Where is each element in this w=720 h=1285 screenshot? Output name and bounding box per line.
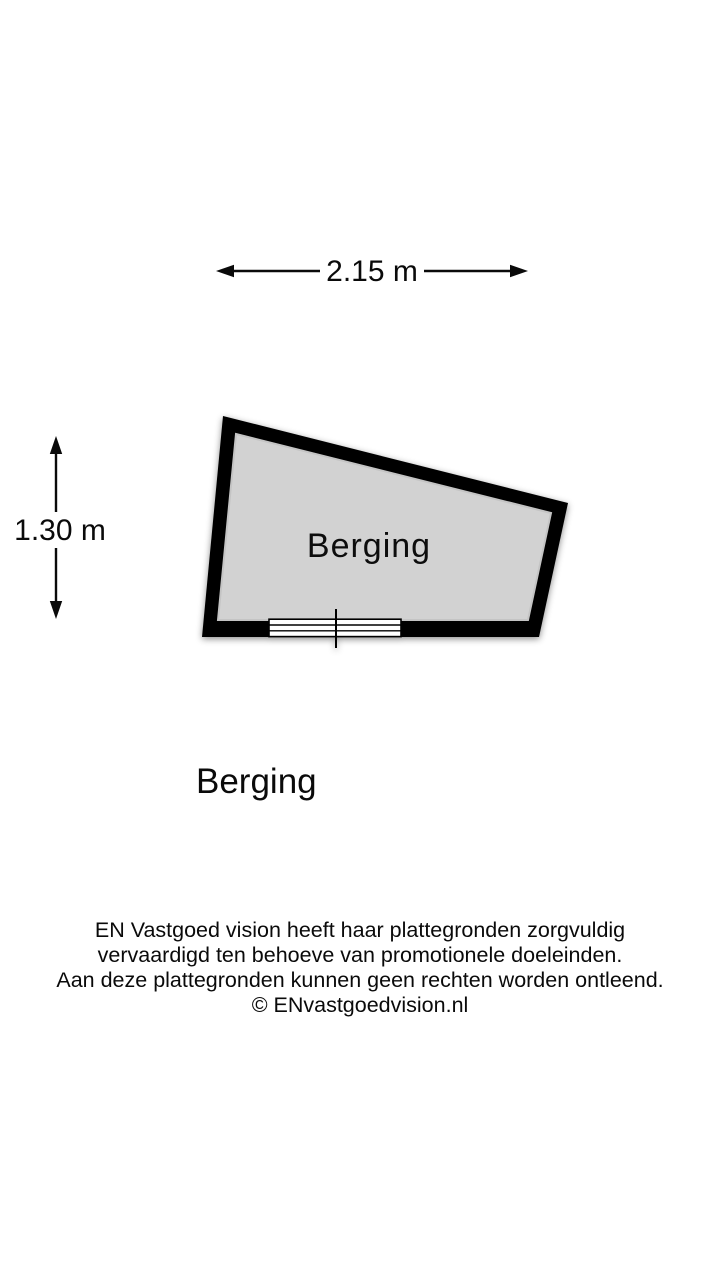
arrow-head-down-icon: [50, 601, 62, 619]
disclaimer: [56, 918, 663, 1017]
plan-title: Berging: [196, 762, 317, 801]
disclaimer-line-4: © ENvastgoedvision.nl: [251, 993, 469, 1017]
room-label: Berging: [306, 527, 432, 565]
arrow-head-right-icon: [510, 265, 528, 277]
width-dimension-label: 2.15 m: [326, 255, 418, 288]
floorplan-room: [202, 416, 568, 648]
height-dimension-label: 1.30 m: [14, 514, 106, 547]
vertical-dimension: [14, 436, 106, 619]
horizontal-dimension: [216, 255, 528, 288]
disclaimer-line-3: Aan deze plattegronden kunnen geen rechten worden ontleend.: [56, 968, 664, 992]
disclaimer-line-2: vervaardigd ten behoeve van promotionele doeleinden.: [97, 943, 623, 967]
disclaimer-line-1: EN Vastgoed vision heeft haar plattegronden zorgvuldig: [94, 918, 626, 942]
